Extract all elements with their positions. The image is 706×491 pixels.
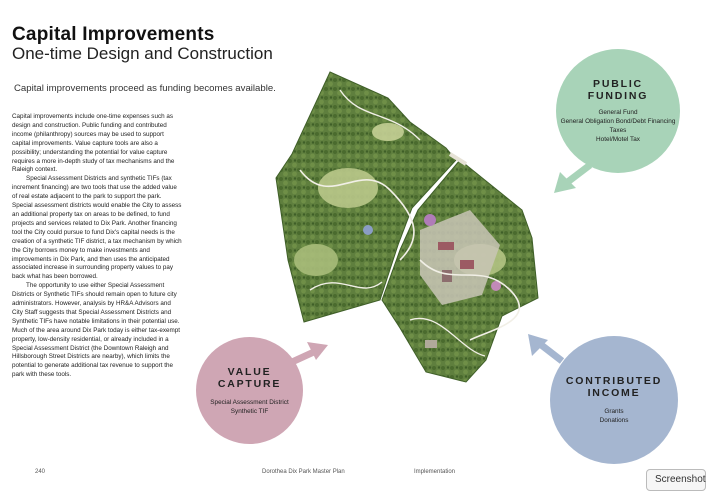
section-name: Implementation [414, 469, 456, 475]
lead-sentence: Capital improvements proceed as funding becomes available. [14, 83, 276, 94]
value-capture-list [210, 398, 289, 416]
list-item: Grants [604, 408, 624, 415]
list-item: Hotel/Motel Tax [596, 136, 640, 143]
list-item: Donations [599, 417, 629, 424]
list-item: Taxes [609, 127, 627, 134]
contributed-income-bubble [550, 336, 678, 464]
list-item: Special Assessment District [210, 398, 289, 406]
contributed-income-heading-line1: CONTRIBUTED [565, 375, 663, 387]
list-item: Synthetic TIF [230, 407, 269, 415]
contributed-income-list [600, 407, 629, 425]
document-title: Dorothea Dix Park Master Plan [262, 469, 345, 475]
value-capture-arrow [292, 342, 328, 362]
contributed-income-arrow [528, 334, 562, 361]
screenshot-button[interactable]: Screenshot [646, 469, 706, 491]
public-funding-heading-line1: PUBLIC [593, 78, 643, 90]
body-paragraph-1: Capital improvements include one-time expenses such as design and construction. Public funding and contributed income (philanthropy) sources may be used to support capital improvements. Value capture tools are also a possibility; understanding the potential for value capture requires a more in-depth study of tax mechanisms and the Raleigh context. [12, 113, 175, 174]
page-number: 240 [35, 469, 46, 475]
public-funding-bubble [556, 49, 680, 173]
public-funding-heading-line2: FUNDING [587, 90, 649, 102]
public-funding-arrow [554, 165, 590, 193]
value-capture-bubble [196, 337, 303, 444]
list-item: General Obligation Bond/Debt Financing [560, 118, 676, 125]
body-paragraph-2: Special Assessment Districts and synthetic TIFs (tax increment financing) are two tools that use the added value of real estate adjacent to the park to support the park. Special assessment districts would enable the City to assess an additional property tax on areas to be defined, to fund projects and services related to Dix Park. Another financing tool the City could pursue to fund Dix's capital needs is the creation of a synthetic TIF district, a tax mechanism by which the City borrows money to make investments and improvements in Dix Park, and then uses the anticipated associated increase in surrounding property values to pay back what has been borrowed. [12, 175, 182, 281]
list-item: General Fund [598, 109, 638, 116]
page-title: Capital Improvements [12, 24, 215, 45]
page-subtitle: One-time Design and Construction [12, 44, 273, 63]
public-funding-list [561, 108, 676, 144]
body-paragraph-3: The opportunity to use either Special Assessment Districts or Synthetic TIFs should remain open to future city administrators. However, analysis by HR&A Advisors and City Staff suggests that Special Assessment Districts and Synthetic TIFs have notable limitations in their potential use. Much of the area around Dix Park today is either tax-exempt property, low-density residential, or already included in a Special Assessment District (the Downtown Raleigh and Hillsborough Street Districts are nearby), which limits the potential to generate additional tax revenue to support the park with these tools. [12, 282, 180, 379]
value-capture-heading-line1: VALUE [227, 365, 272, 378]
contributed-income-heading-line2: INCOME [587, 387, 641, 399]
value-capture-heading-line2: CAPTURE [217, 377, 282, 390]
